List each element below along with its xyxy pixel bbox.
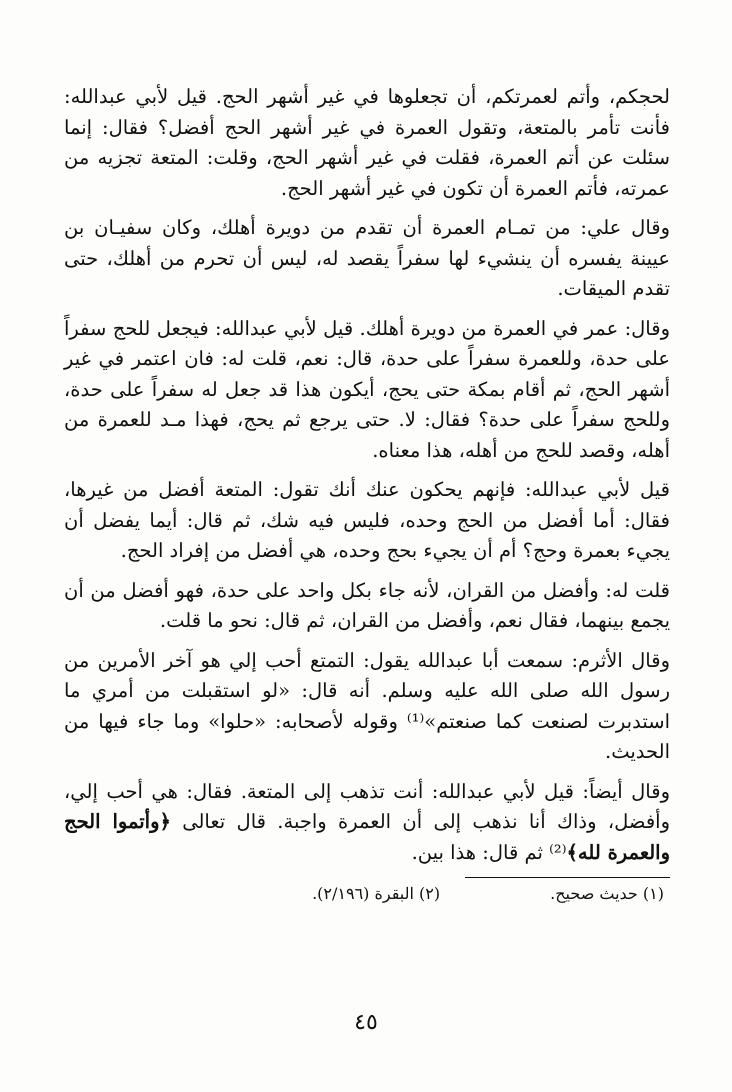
paragraph-6: وقال الأثرم: سمعت أبا عبدالله يقول: التمتع أحب إلي هو آخر الأمرين من رسول الله صلى الله عليه وسلم. أنه قال: «لو استقبلت من أمري ما استدبرت لصنعت كما صنعتم»⁽¹⁾ وقوله لأصحابه: «حلوا» وما جاء فيها من الحديث. [64, 648, 670, 763]
paragraph-7-text: وقال أيضاً: قيل لأبي عبدالله: أنت تذهب إلى المتعة. فقال: هي أحب إلي، وأفضل، وذاك أنا نذهب إلى أن العمرة واجبة. قال تعالى [64, 779, 670, 833]
footnote-1: (١) حديث صحيح. [550, 884, 664, 903]
footnote-divider [465, 877, 670, 878]
paragraph-7-tail: ثم قال: هذا بين. [411, 840, 550, 864]
footnotes [64, 884, 670, 903]
paragraph-5: قلت له: وأفضل من القران، لأنه جاء بكل واحد على حدة، فهو أفضل من أن يجمع بينهما، فقال نعم، وأفضل من القران، ثم قال: نحو ما قلت. [64, 578, 670, 632]
paragraph-3: وقال: عمر في العمرة من دويرة أهلك. قيل لأبي عبدالله: فيجعل للحج سفراً على حدة، وللعمرة سفراً على حدة، قال: نعم، قلت له: فان اعتمر في غير أشهر الحج، ثم أقام بمكة حتى يحج، أيكون هذا قد جعل له سفراً على حدة، وللحج سفراً على حدة؟ فقال: لا. حتى يرجع ثم يحج، فهذا مـد للعمرة من أهله، وقصد للحج من أهله، هذا معناه. [64, 316, 670, 462]
footnote-ref: ⁽²⁾ [549, 840, 567, 864]
page-number: ٤٥ [354, 1010, 378, 1035]
paragraph-2: وقال علي: من تمـام العمرة أن تقدم من دويرة أهلك، وكان سفيـان بن عيينة يفسره أن ينشيء لها سفراً يقصد له، ليس أن تحرم من أهلك، حتى تقدم الميقات. [64, 216, 670, 300]
paragraph-7 [64, 777, 670, 869]
paragraph-1: لحجكم، وأتم لعمرتكم، أن تجعلوها في غير أشهر الحج. قيل لأبي عبدالله: فأنت تأمر بالمتعة، وتقول العمرة في غير أشهر الحج أفضل؟ فقال: إنما سئلت عن أتم العمرة، فقلت في غير أشهر الحج، وقلت: المتعة تجزيه من عمرته، فأتم العمرة أن تكون في غير أشهر الحج. [64, 85, 670, 200]
quran-quote: ﴿وأتموا الحج والعمرة لله﴾ [64, 810, 670, 864]
paragraph-4: قيل لأبي عبدالله: فإنهم يحكون عنك أنك تقول: المتعة أفضل من غيرها، فقال: أما أفضل من الحج وحده، فليس فيه شك، ثم قال: أيما يفضل أن يجيء بعمرة وحج؟ أم أن يجيء بحج وحده، هي أفضل من إفراد الحج. [64, 478, 670, 562]
footnote-2: (٢) البقرة (٢/١٩٦). [312, 884, 441, 903]
